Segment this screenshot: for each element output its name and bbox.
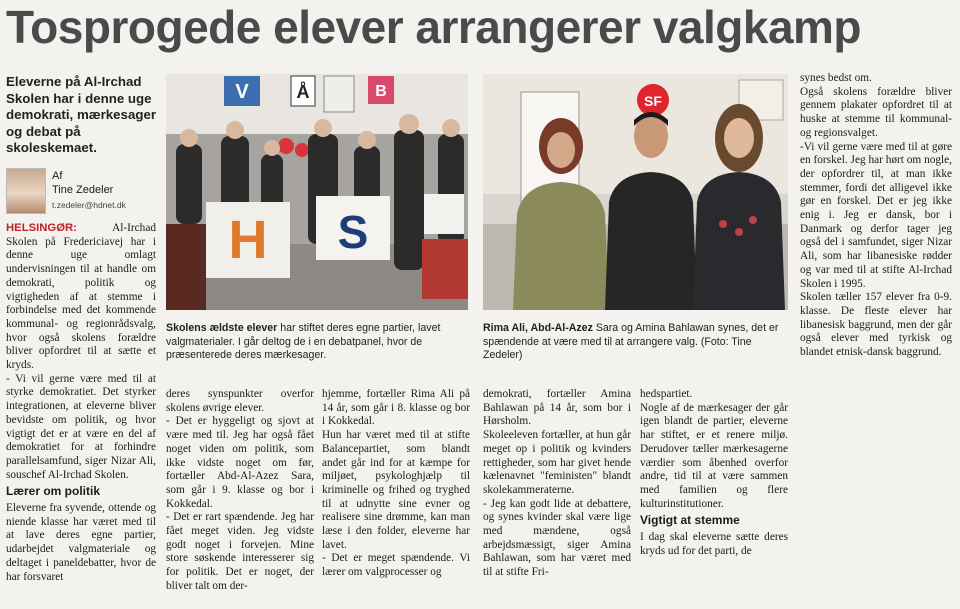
col1-p2: - Vi vil gerne være med til at styrke demokratiet. Det styrker integrationen, at eleverne bliver bevidste om politik, og hvor vigtigt det er at være en del af demokratiet for at forhindre parallelsamfund, siger Nizar Ali, souschef Al-Irchad Skolen. [6, 372, 156, 481]
column-3 [322, 388, 470, 580]
column-2 [166, 388, 314, 594]
col6-p1: synes bedst om. [800, 72, 872, 84]
author-photo [6, 168, 46, 214]
col2-p3: - Det er rart spændende. Jeg har fået meget viden. Jeg vidste godt noget i forvejen. Mine store søskende interesserer sig for politik. Det er noget, der bliver talt om der- [166, 511, 314, 592]
col3-p2: Hun har været med til at stifte Balancepartiet, som blandt andet går ind for at kæmpe for miljøet, psykologhjælp til kriminelle og frihed og tryghed til at udnytte sine evner og realisere sine drømme, kan man læse i den folder, eleverne har lavet. [322, 429, 470, 551]
col5-p3: I dag skal eleverne sætte deres kryds ud for det parti, de [640, 531, 788, 557]
caption-1-text: har stiftet deres egne partier, lavet valgmaterialer. I går deltog de i en debatpanel, hvor de præsenterede deres mærkesager. [166, 322, 441, 361]
col3-p3: - Det er meget spændende. Vi lærer om valgprocesser og [322, 552, 470, 579]
caption-photo-1 [166, 322, 468, 363]
column-1 [6, 222, 156, 584]
photo-classroom [166, 74, 468, 310]
byline [6, 168, 158, 216]
caption-2-text: Sara og Amina Bahlawan synes, det er spændende at være med til at arrangere valg. (Foto: Tine Zedeler) [483, 322, 779, 361]
col6-p2: Også skolens forældre bliver gennem plakater opfordret til at huske at stemme til kommunal- og regionsvalget. [800, 85, 952, 139]
lede: Eleverne på Al-Irchad Skolen har i denne uge demokrati, mærkesager og debat på skoleskemaet. [6, 74, 157, 155]
sign-h: H [228, 210, 268, 270]
col3-p1: hjemme, fortæller Rima Ali på 14 år, som går i 8. klasse og bor i Kokkedal. [322, 388, 470, 428]
col1-p3: Eleverne fra syvende, ottende og niende klasse har været med til at lave deres egne partier, udarbejdet valgmateriale og deltaget i paneldebatter, hvor de har forsvaret [6, 502, 156, 583]
sign-b: B [375, 83, 387, 100]
col5-p1: hedspartiet. [640, 388, 693, 400]
byline-af: Af [52, 170, 63, 182]
col2-p1: deres synspunkter overfor skolens øvrige elever. [166, 388, 314, 414]
photo-three-students [483, 74, 788, 310]
sf-badge: SF [644, 93, 662, 109]
sign-v: V [235, 81, 249, 103]
col1-p1: Al-Irchad Skolen på Fredericiavej har i denne uge omlagt undervisningen til at handle om demokrati, politik og vigtigheden af at stemme i forbindelse med det kommende kommunal- og regionrådsvalg, hvor også skolens forældre bliver opfordret til at sætte et kryds. [6, 222, 156, 372]
caption-photo-2 [483, 322, 788, 363]
sign-s: S [337, 206, 369, 258]
col4-p2: Skoleeleven fortæller, at hun går meget op i politik og kvinders rettigheder, som har givet hende kælenavnet "feministen" blandt skolekammeraterne. [483, 429, 631, 496]
byline-name: Tine Zedeler [52, 184, 114, 196]
col5-p2: Nogle af de mærkesager der går igen blandt de partier, eleverne har stiftet, er et renere miljø. Derudover tæller mærkesagerne værdier som åbenhed overfor andre, tid til at være sammen med familien og flere kulturinstitutioner. [640, 401, 788, 510]
subhead-politik: Lærer om politik [6, 484, 101, 499]
sign-a: Å [296, 82, 310, 102]
column-5 [640, 388, 788, 558]
dateline: HELSINGØR: [6, 222, 77, 234]
byline-email: t.zedeler@hdnet.dk [52, 200, 126, 210]
col2-p2: - Det er hyggeligt og sjovt at være med til. Jeg har også fået noget viden om politik, som ikke vidste noget om før, fortæller Abd-Al-Azez Sara, som går i 9. klasse og bor i Kokkedal. [166, 415, 314, 510]
column-4 [483, 388, 631, 580]
caption-1-bold: Skolens ældste elever [166, 322, 278, 334]
col6-p3: -Vi vil gerne være med til at gøre en forskel. Jeg har hørt om nogle, der opfordrer til, at man ikke stemmer, fordi det alligevel ikke gør en forskel. Det er jeg ikke enig i. Jeg er dansk, bor i Danmark og derfor tager jeg også del i samfundet, siger Nizar Ali, som har libanesiske rødder og var med til at stifte Al-Irchad Skolen i 1995. [800, 140, 952, 290]
col4-p3: - Jeg kan godt lide at debattere, og synes kvinder skal være lige med mændene, også arbejdsmæssigt, siger Amina Bahlawan, som har været med til at stifte Fri- [483, 497, 631, 579]
subhead-stemme: Vigtigt at stemme [640, 513, 740, 528]
column-6 [800, 72, 952, 360]
caption-2-bold: Rima Ali, Abd-Al-Azez [483, 322, 593, 334]
headline: Tosprogede elever arrangerer valgkamp [6, 1, 862, 53]
col6-p4: Skolen tæller 157 elever fra 0-9. klasse. De fleste elever har libanesisk baggrund, men der går også elever med tyrkisk og blandet etnisk-dansk baggrund. [800, 291, 952, 359]
col4-p1: demokrati, fortæller Amina Bahlawan på 14 år, som bor i Hørsholm. [483, 388, 631, 428]
